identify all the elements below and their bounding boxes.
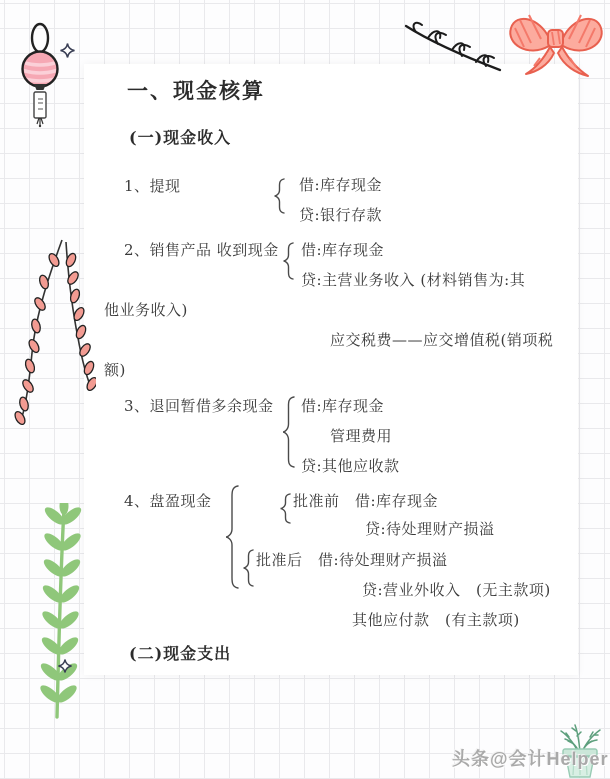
doc-title: 一、现金核算: [127, 78, 265, 103]
sparkle-icon: [60, 43, 75, 58]
item1-label: 1、提现: [124, 177, 181, 195]
sparkle-icon: [58, 659, 72, 673]
curly-brace-item3: [281, 396, 297, 468]
item2-tax: 应交税费——应交增值税(销项税: [330, 331, 554, 349]
item4-after-credit: 贷:营业外收入 (无主款项): [362, 581, 551, 599]
item3-credit: 贷:其他应收款: [301, 457, 400, 475]
item2-tax-wrap: 额): [104, 361, 126, 379]
curly-brace-item4-outer: [224, 485, 241, 589]
berry-branch-icon: [10, 238, 96, 428]
curly-brace-after: [242, 549, 255, 587]
item2-debit: 借:库存现金: [301, 241, 385, 259]
item3-label: 3、退回暂借多余现金: [124, 397, 274, 415]
leafy-vine-icon: [33, 503, 89, 721]
section-cash-expense: (二)现金支出: [129, 644, 232, 663]
item1-credit: 贷:银行存款: [299, 206, 383, 224]
paper-lantern-icon: [16, 22, 78, 128]
item4-label: 4、盘盈现金: [124, 492, 212, 510]
item3-debit2: 管理费用: [330, 427, 393, 445]
section-cash-income: (一)现金收入: [129, 128, 232, 147]
item4-before-credit: 贷:待处理财产损溢: [365, 520, 495, 538]
item4-before-debit: 批准前 借:库存现金: [293, 492, 439, 510]
branch-doodle-icon: [398, 18, 510, 78]
curly-brace-before: [279, 493, 292, 524]
ribbon-bow-icon: [504, 6, 606, 78]
item2-credit-wrap: 他业务收入): [104, 301, 188, 319]
item4-after-debit: 批准后 借:待处理财产损溢: [256, 551, 448, 569]
item1-debit: 借:库存现金: [299, 176, 383, 194]
curly-brace-item2: [282, 242, 295, 280]
curly-brace-item1: [273, 178, 286, 214]
watermark-label: 头条@会计Helper: [452, 749, 609, 769]
item2-label: 2、销售产品 收到现金: [124, 241, 279, 259]
item4-after-credit2: 其他应付款 (有主款项): [352, 611, 520, 629]
item3-debit: 借:库存现金: [301, 397, 385, 415]
item2-credit: 贷:主营业务收入 (材料销售为:其: [301, 271, 526, 289]
